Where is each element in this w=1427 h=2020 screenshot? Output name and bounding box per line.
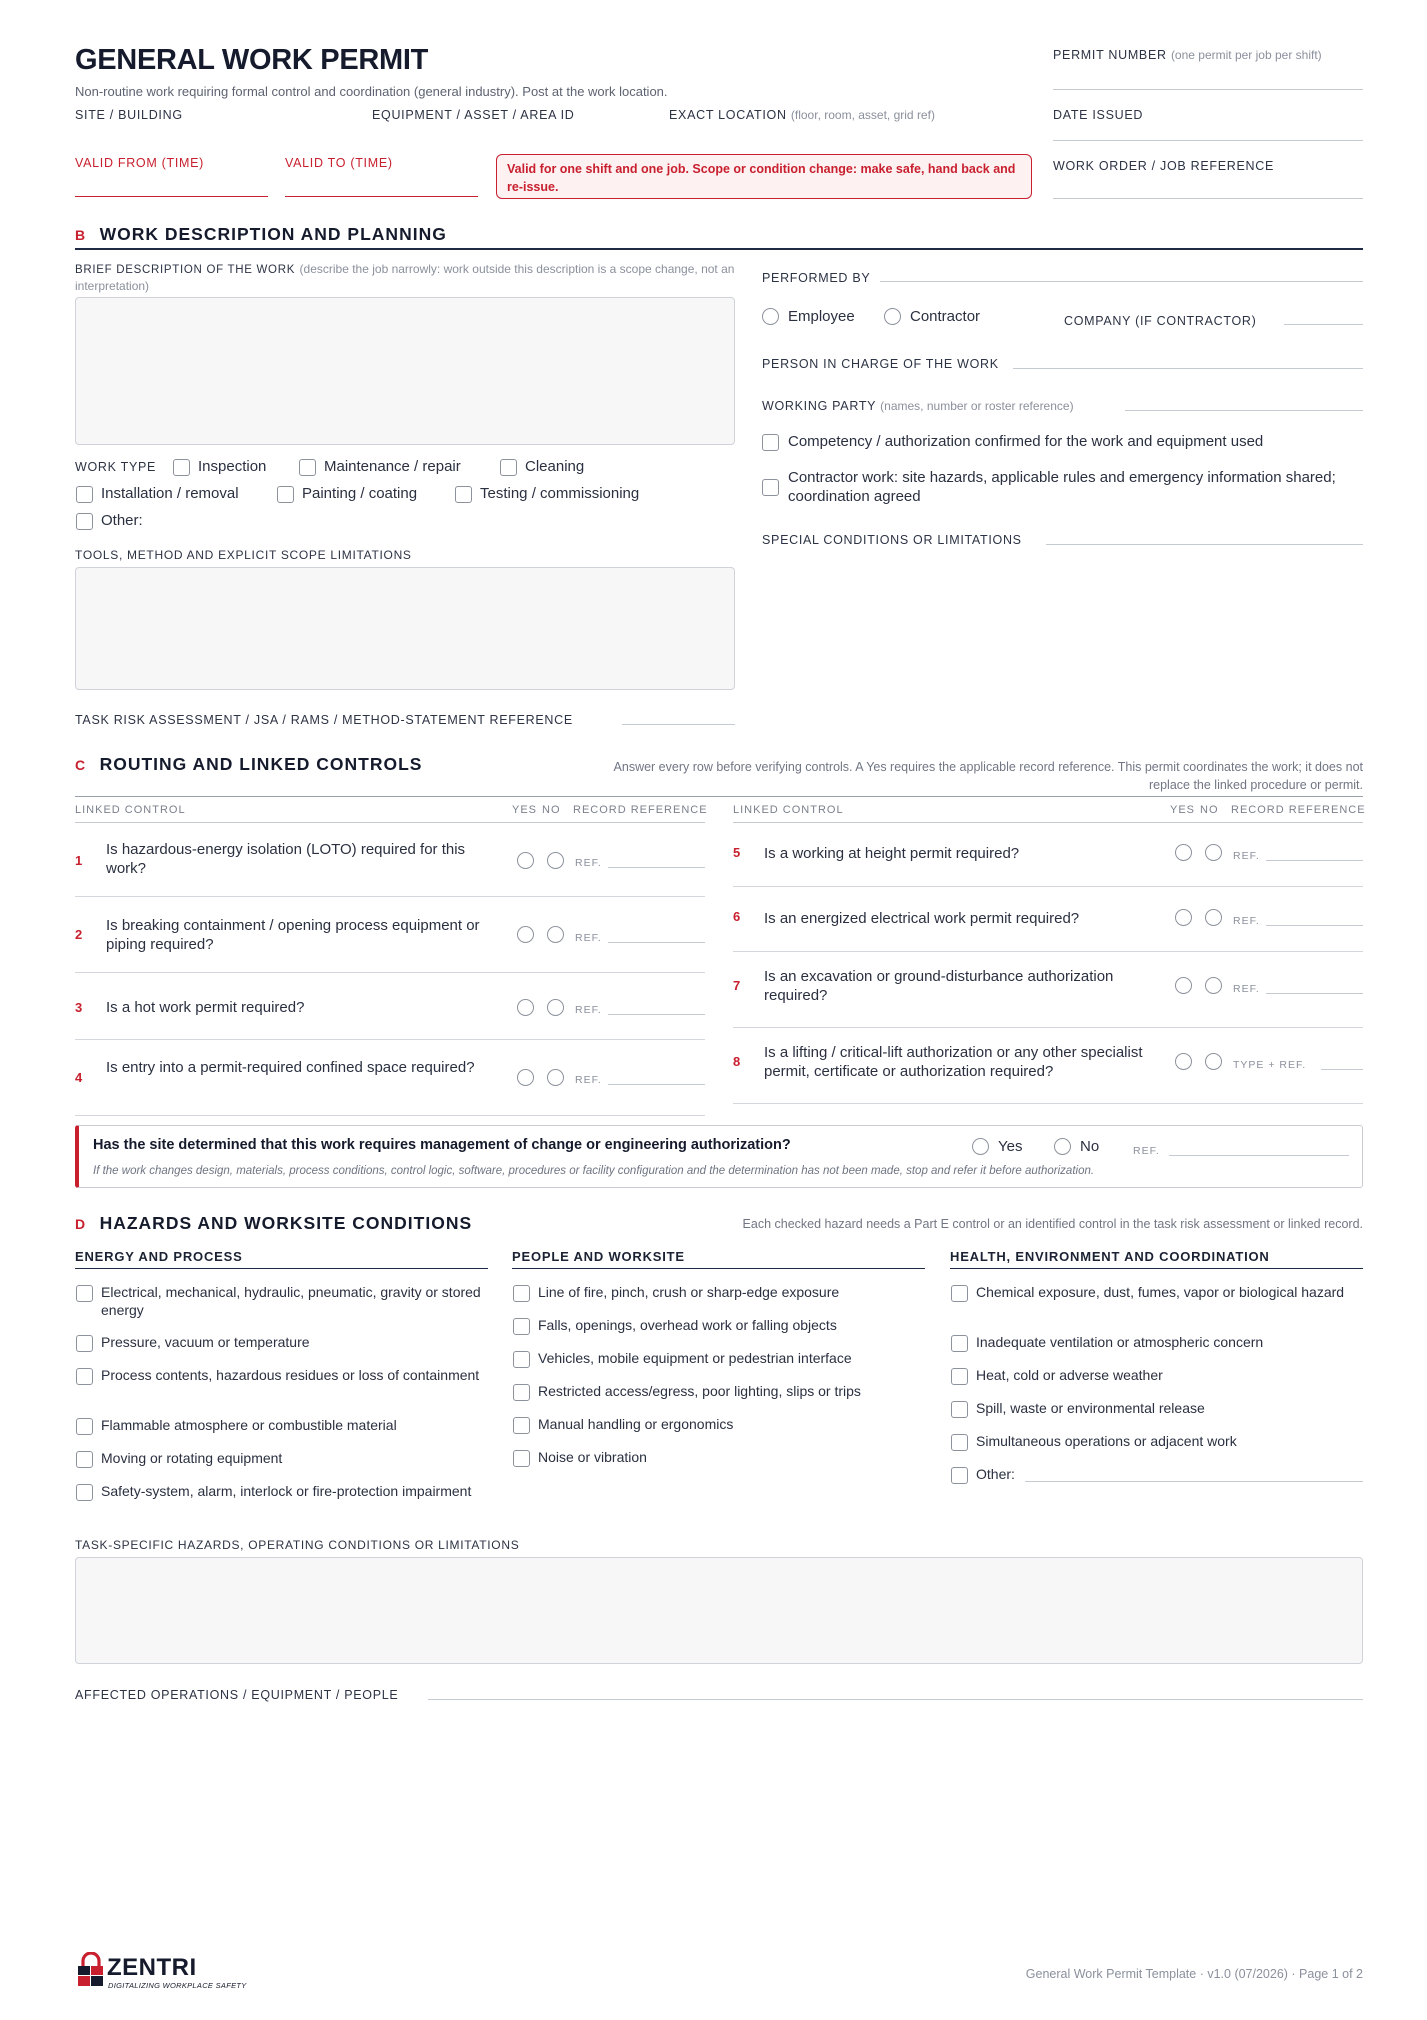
validity-warning: Valid for one shift and one job. Scope or condition change: make safe, hand back and re-issue. [496, 154, 1032, 199]
work-order-label: WORK ORDER / JOB REFERENCE [1053, 159, 1274, 173]
performer-employee-radio[interactable] [762, 308, 779, 325]
row-question: Is hazardous-energy isolation (LOTO) required for this work? [106, 841, 466, 877]
row-ref-field[interactable] [1266, 993, 1363, 994]
hazard-label: Chemical exposure, dust, fumes, vapor or biological hazard [976, 1284, 1345, 1300]
valid-to-label: VALID TO (TIME) [285, 156, 393, 170]
hazard-label: Safety-system, alarm, interlock or fire-protection impairment [101, 1483, 472, 1499]
row-no-radio[interactable] [547, 999, 564, 1016]
row-yes-radio[interactable] [517, 1069, 534, 1086]
performed-by-field[interactable] [880, 281, 1363, 282]
moc-box [75, 1125, 1363, 1188]
control-row [75, 1040, 705, 1116]
hazard-label: Process contents, hazardous residues or loss of containment [101, 1367, 480, 1383]
risk-assessment-field[interactable] [622, 724, 735, 725]
row-ref-field[interactable] [608, 1084, 705, 1085]
work-type-cleaning-checkbox[interactable] [500, 459, 517, 476]
moc-note: If the work changes design, materials, process conditions, control logic, software, procedures or facility configuration and the determination has not been made, stop and refer it before authorization. [93, 1165, 1095, 1177]
person-in-charge-field[interactable] [1013, 368, 1363, 369]
row-no-radio[interactable] [547, 926, 564, 943]
permit-number-label: PERMIT NUMBER (one permit per job per shift) [1053, 48, 1322, 62]
row-number: 2 [75, 927, 83, 942]
valid-from-label: VALID FROM (TIME) [75, 156, 205, 170]
row-no-radio[interactable] [1205, 1053, 1222, 1070]
hazard-label: Manual handling or ergonomics [538, 1416, 734, 1432]
row-number: 3 [75, 1000, 83, 1015]
hazard-checkbox[interactable] [513, 1417, 530, 1434]
row-number: 8 [733, 1054, 741, 1069]
row-number: 6 [733, 909, 741, 924]
hazard-label: Electrical, mechanical, hydraulic, pneumatic, gravity or stored energy [101, 1284, 481, 1318]
moc-ref-field[interactable] [1169, 1155, 1349, 1156]
moc-ref-label: REF. [1133, 1145, 1160, 1157]
row-ref-label: REF. [575, 857, 602, 869]
col-yes-left: YES [512, 804, 538, 816]
hazard-label: Falls, openings, overhead work or falling objects [538, 1317, 837, 1333]
hazard-label: Line of fire, pinch, crush or sharp-edge exposure [538, 1284, 840, 1300]
hazard-label: Simultaneous operations or adjacent work [976, 1433, 1237, 1449]
col-no-left: NO [542, 804, 561, 816]
row-question: Is a hot work permit required? [106, 999, 305, 1016]
row-yes-radio[interactable] [1175, 909, 1192, 926]
valid-to-field[interactable] [285, 196, 478, 197]
hazard-checkbox[interactable] [76, 1451, 93, 1468]
moc-no-label: No [1080, 1138, 1100, 1155]
row-yes-radio[interactable] [1175, 1053, 1192, 1070]
site-label: SITE / BUILDING [75, 108, 183, 122]
hazard-checkbox[interactable] [513, 1384, 530, 1401]
hazard-checkbox[interactable] [951, 1368, 968, 1385]
company-field[interactable] [1284, 324, 1363, 325]
row-yes-radio[interactable] [517, 852, 534, 869]
brief-description-input[interactable] [75, 297, 735, 445]
hazard-column-rule [75, 1268, 488, 1269]
row-question: Is an energized electrical work permit required? [764, 910, 1080, 927]
row-no-radio[interactable] [1205, 977, 1222, 994]
risk-assessment-label: TASK RISK ASSESSMENT / JSA / RAMS / METHOD-STATEMENT REFERENCE [75, 713, 573, 727]
control-row [733, 823, 1363, 887]
hazard-checkbox[interactable] [76, 1484, 93, 1501]
work-type-label: WORK TYPE [75, 460, 157, 474]
logo-tagline: DIGITALIZING WORKPLACE SAFETY [108, 1981, 247, 1990]
hazard-column-heading: PEOPLE AND WORKSITE [512, 1249, 685, 1264]
col-yes-right: YES [1170, 804, 1196, 816]
row-yes-radio[interactable] [1175, 977, 1192, 994]
row-no-radio[interactable] [1205, 909, 1222, 926]
row-ref-label: REF. [575, 932, 602, 944]
moc-no-radio[interactable] [1054, 1138, 1071, 1155]
hazard-checkbox[interactable] [951, 1467, 968, 1484]
hazard-checkbox[interactable] [513, 1450, 530, 1467]
performer-contractor-radio[interactable] [884, 308, 901, 325]
row-no-radio[interactable] [547, 852, 564, 869]
col-no-right: NO [1200, 804, 1219, 816]
control-row [733, 952, 1363, 1028]
section-d-instruction: Each checked hazard needs a Part E control or an identified control in the task risk assessment or linked record. [742, 1217, 1363, 1231]
hazard-checkbox[interactable] [951, 1434, 968, 1451]
col-linked-control-right: LINKED CONTROL [733, 804, 844, 816]
work-type-other-checkbox[interactable] [76, 513, 93, 530]
work-order-field[interactable] [1053, 198, 1363, 199]
hazard-label: Heat, cold or adverse weather [976, 1367, 1163, 1383]
hazard-column-heading: ENERGY AND PROCESS [75, 1249, 243, 1264]
moc-yes-label: Yes [998, 1138, 1023, 1155]
row-number: 7 [733, 978, 741, 993]
section-c-header: C ROUTING AND LINKED CONTROLS [75, 754, 423, 774]
work-type-testing-checkbox[interactable] [455, 486, 472, 503]
working-party-field[interactable] [1125, 410, 1363, 411]
work-type-installation-label: Installation / removal [101, 485, 239, 502]
tools-method-input[interactable] [75, 567, 735, 690]
hazard-label: Noise or vibration [538, 1449, 647, 1465]
hazard-other-field[interactable] [1025, 1481, 1363, 1482]
tools-method-label: TOOLS, METHOD AND EXPLICIT SCOPE LIMITATIONS [75, 548, 412, 562]
hazard-column-heading: HEALTH, ENVIRONMENT AND COORDINATION [950, 1249, 1270, 1264]
row-number: 1 [75, 853, 83, 868]
hazard-label: Spill, waste or environmental release [976, 1400, 1205, 1416]
control-row [75, 973, 705, 1040]
hazard-label: Pressure, vacuum or temperature [101, 1334, 310, 1350]
row-number: 4 [75, 1070, 83, 1085]
row-ref-field[interactable] [608, 867, 705, 868]
hazard-label: Moving or rotating equipment [101, 1450, 283, 1466]
work-type-painting-checkbox[interactable] [277, 486, 294, 503]
competency-checkbox[interactable] [762, 434, 779, 451]
hazard-checkbox[interactable] [513, 1351, 530, 1368]
row-ref-label: REF. [575, 1004, 602, 1016]
row-yes-radio[interactable] [517, 999, 534, 1016]
row-question: Is an excavation or ground-disturbance authorization required? [764, 968, 1114, 1004]
hazard-column-rule [512, 1268, 925, 1269]
section-c-rule [75, 796, 1363, 797]
row-question: Is a lifting / critical-lift authorization or any other specialist permit, certificate or authorization required? [764, 1044, 1143, 1080]
row-question: Is a working at height permit required? [764, 845, 1020, 862]
date-issued-label: DATE ISSUED [1053, 108, 1144, 122]
row-ref-field[interactable] [1321, 1069, 1363, 1070]
work-type-inspection-label: Inspection [198, 458, 267, 475]
control-row [75, 897, 705, 973]
page-title: GENERAL WORK PERMIT [75, 44, 429, 76]
control-row [75, 823, 705, 897]
page-subtitle: Non-routine work requiring formal control and coordination (general industry). Post at the work location. [75, 84, 668, 99]
section-b-rule [75, 248, 1363, 250]
row-ref-label: REF. [1233, 915, 1260, 927]
row-ref-field[interactable] [1266, 860, 1363, 861]
row-no-radio[interactable] [547, 1069, 564, 1086]
work-type-other-label: Other: [101, 512, 143, 529]
performer-contractor-label: Contractor [910, 308, 981, 325]
work-type-testing-label: Testing / commissioning [480, 485, 640, 502]
location-label: EXACT LOCATION (floor, room, asset, grid ref) [669, 108, 935, 122]
col-linked-control-left: LINKED CONTROL [75, 804, 186, 816]
hazard-label: Inadequate ventilation or atmospheric concern [976, 1334, 1264, 1350]
logo-text: ZENTRI [107, 1954, 197, 1981]
row-ref-label: REF. [1233, 983, 1260, 995]
row-ref-field[interactable] [608, 1014, 705, 1015]
working-party-label: WORKING PARTY (names, number or roster reference) [762, 399, 1074, 413]
row-yes-radio[interactable] [517, 926, 534, 943]
hazard-label: Vehicles, mobile equipment or pedestrian interface [538, 1350, 852, 1366]
equipment-label: EQUIPMENT / ASSET / AREA ID [372, 108, 575, 122]
hazard-label: Flammable atmosphere or combustible material [101, 1417, 397, 1433]
performed-by-label: PERFORMED BY [762, 271, 871, 285]
hazard-checkbox[interactable] [76, 1418, 93, 1435]
hazard-checkbox[interactable] [76, 1335, 93, 1352]
special-conditions-label: SPECIAL CONDITIONS OR LIMITATIONS [762, 533, 1022, 547]
brief-description-label: BRIEF DESCRIPTION OF THE WORK (describe the job narrowly: work outside this description is a scope change, not an interpretation) [75, 262, 735, 293]
moc-question: Has the site determined that this work requires management of change or engineering authorization? [93, 1137, 791, 1153]
company-label: COMPANY (IF CONTRACTOR) [1064, 314, 1257, 328]
moc-yes-radio[interactable] [972, 1138, 989, 1155]
col-record-ref-right: RECORD REFERENCE [1231, 804, 1366, 816]
work-type-installation-checkbox[interactable] [76, 486, 93, 503]
row-ref-label: TYPE + REF. [1233, 1059, 1307, 1071]
hazard-checkbox[interactable] [76, 1368, 93, 1385]
competency-label: Competency / authorization confirmed for the work and equipment used [788, 433, 1264, 450]
row-ref-field[interactable] [1266, 925, 1363, 926]
work-type-maintenance-label: Maintenance / repair [324, 458, 461, 475]
hazard-checkbox[interactable] [951, 1335, 968, 1352]
affected-label: AFFECTED OPERATIONS / EQUIPMENT / PEOPLE [75, 1688, 399, 1702]
hazard-checkbox[interactable] [951, 1285, 968, 1302]
hazard-label: Other: [976, 1466, 1015, 1482]
row-ref-label: REF. [1233, 850, 1260, 862]
valid-from-field[interactable] [75, 196, 268, 197]
person-in-charge-label: PERSON IN CHARGE OF THE WORK [762, 357, 999, 371]
col-record-ref-left: RECORD REFERENCE [573, 804, 708, 816]
hazard-column-rule [950, 1268, 1363, 1269]
row-ref-field[interactable] [608, 942, 705, 943]
affected-field[interactable] [428, 1699, 1363, 1700]
special-conditions-field[interactable] [1046, 544, 1363, 545]
hazard-checkbox[interactable] [76, 1285, 93, 1302]
hazard-checkbox[interactable] [513, 1318, 530, 1335]
contractor-coordination-label: Contractor work: site hazards, applicable rules and emergency information shared; coordination agreed [788, 469, 1336, 505]
hazard-checkbox[interactable] [951, 1401, 968, 1418]
section-b-header: B WORK DESCRIPTION AND PLANNING [75, 224, 447, 244]
control-row [733, 1028, 1363, 1104]
section-d-header: D HAZARDS AND WORKSITE CONDITIONS [75, 1213, 473, 1233]
padlock-icon [76, 1952, 106, 1988]
row-number: 5 [733, 845, 741, 860]
page-info: General Work Permit Template · v1.0 (07/2026) · Page 1 of 2 [1025, 1967, 1363, 1981]
section-c-instruction: Answer every row before verifying controls. A Yes requires the applicable record reference. This permit coordinates the work; it does not replace the linked procedure or permit. [613, 760, 1363, 792]
work-type-cleaning-label: Cleaning [525, 458, 585, 475]
task-hazards-label: TASK-SPECIFIC HAZARDS, OPERATING CONDITIONS OR LIMITATIONS [75, 1538, 520, 1552]
performer-employee-label: Employee [788, 308, 855, 325]
hazard-checkbox[interactable] [513, 1285, 530, 1302]
task-hazards-input[interactable] [75, 1557, 1363, 1664]
row-question: Is entry into a permit-required confined space required? [106, 1059, 475, 1076]
work-type-maintenance-checkbox[interactable] [299, 459, 316, 476]
zentri-logo [76, 1952, 266, 1992]
contractor-coordination-checkbox[interactable] [762, 479, 779, 496]
work-type-painting-label: Painting / coating [302, 485, 418, 502]
permit-number-field[interactable] [1053, 89, 1363, 90]
row-ref-label: REF. [575, 1074, 602, 1086]
row-question: Is breaking containment / opening process equipment or piping required? [106, 917, 480, 953]
row-no-radio[interactable] [1205, 844, 1222, 861]
hazard-label: Restricted access/egress, poor lighting, slips or trips [538, 1383, 861, 1399]
row-yes-radio[interactable] [1175, 844, 1192, 861]
date-issued-field[interactable] [1053, 140, 1363, 141]
control-row [733, 887, 1363, 952]
work-type-inspection-checkbox[interactable] [173, 459, 190, 476]
